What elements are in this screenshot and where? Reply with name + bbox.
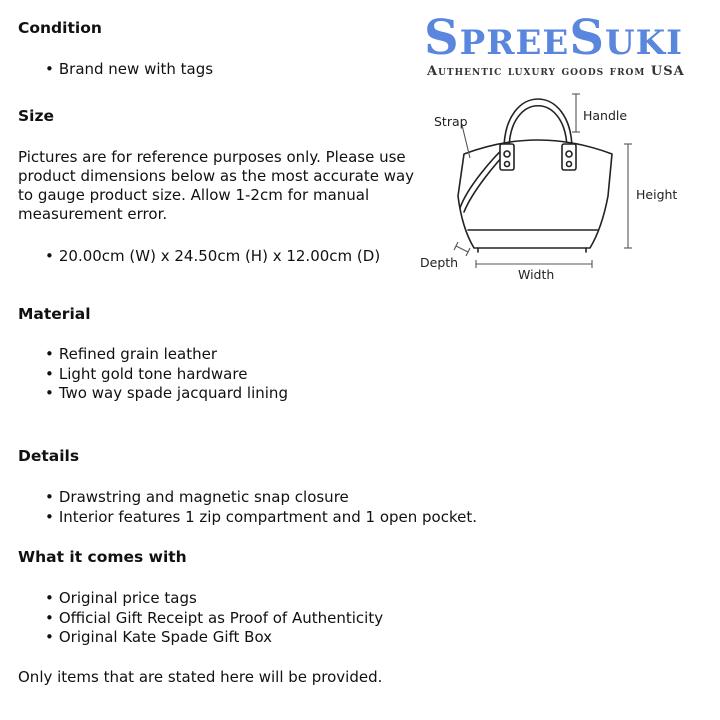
list-item: • Light gold tone hardware — [45, 365, 288, 385]
brand-logo-wordmark: SpreeSuki — [424, 10, 684, 66]
list-item: • Official Gift Receipt as Proof of Authenticity — [45, 609, 383, 629]
diagram-label-strap: Strap — [434, 114, 468, 129]
condition-heading: Condition — [18, 19, 102, 37]
comes-with-list — [45, 589, 383, 648]
condition-list — [45, 60, 213, 80]
size-heading: Size — [18, 107, 55, 125]
list-item: • Drawstring and magnetic snap closure — [45, 488, 477, 508]
material-list — [45, 345, 288, 404]
diagram-label-depth: Depth — [420, 255, 459, 270]
details-list — [45, 488, 477, 527]
size-description: Pictures are for reference purposes only. Please use product dimensions below as the most accurate way to gauge product size. Allow 1-2cm for manual measurement error. — [18, 148, 415, 223]
list-item: • Two way spade jacquard lining — [45, 384, 288, 404]
diagram-label-handle: Handle — [583, 108, 628, 123]
list-item: • Original Kate Spade Gift Box — [45, 628, 383, 648]
list-item: • 20.00cm (W) x 24.50cm (H) x 12.00cm (D) — [45, 247, 380, 267]
material-heading: Material — [18, 305, 91, 323]
list-item: • Interior features 1 zip compartment and 1 open pocket. — [45, 508, 477, 528]
size-list — [45, 247, 380, 267]
bag-dimensions-diagram — [412, 88, 712, 288]
list-item: • Original price tags — [45, 589, 383, 609]
brand-logo-tagline: Authentic luxury goods from USA — [427, 64, 685, 79]
brand-logo — [424, 10, 716, 86]
footer-note: Only items that are stated here will be provided. — [18, 668, 383, 686]
list-item: • Refined grain leather — [45, 345, 288, 365]
list-item: • Brand new with tags — [45, 60, 213, 80]
details-heading: Details — [18, 447, 80, 465]
diagram-label-width: Width — [518, 267, 555, 282]
diagram-label-height: Height — [636, 187, 678, 202]
comes-with-heading: What it comes with — [18, 548, 187, 566]
